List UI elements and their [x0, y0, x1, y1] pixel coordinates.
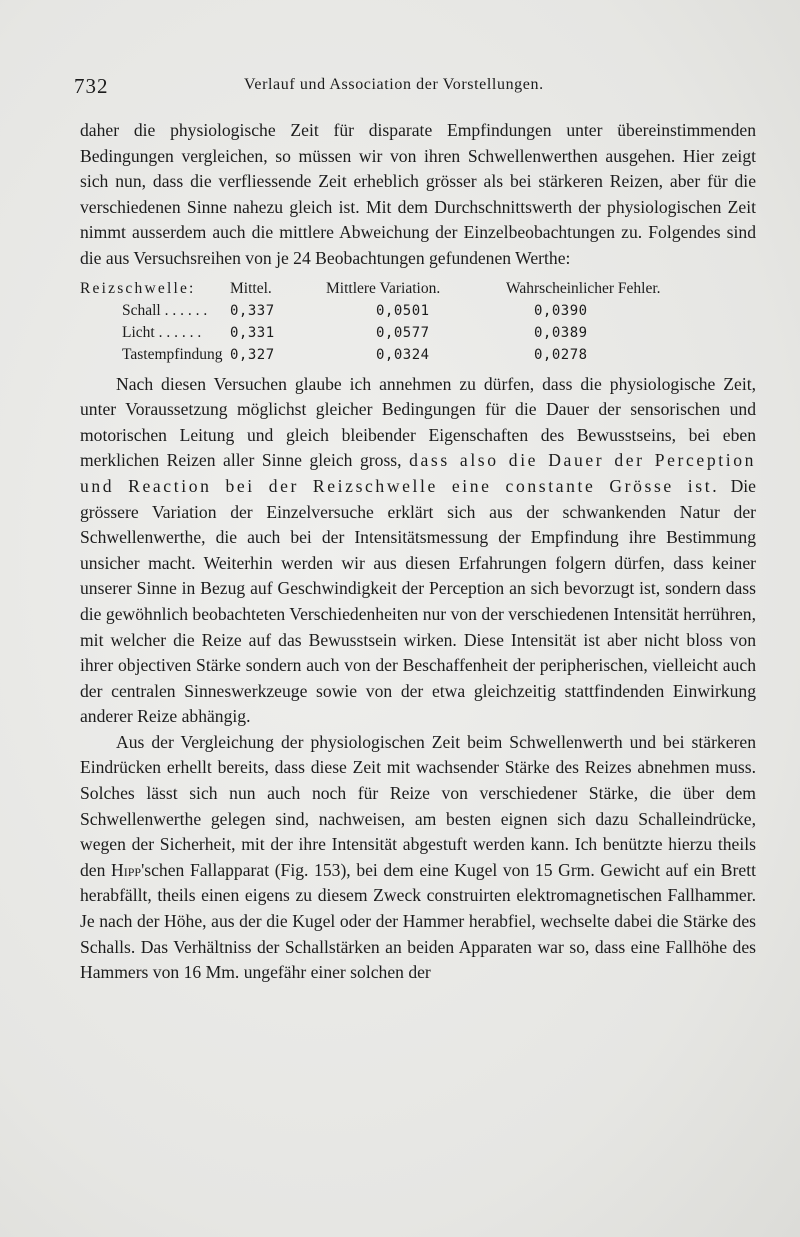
table-header-fehler: Wahrscheinlicher Fehler.	[506, 279, 661, 297]
row-fehler: 0,0390	[534, 302, 588, 319]
row-variation: 0,0577	[376, 324, 430, 341]
page-number: 732	[74, 74, 109, 98]
author-name: Hipp	[111, 859, 142, 880]
paragraph-2-text-a: Nach diesen Versuchen glaube ich annehmen zu dürfen, dass die physiologische Zeit, unter Voraussetzung möglichst gleicher Bedingungen für die Dauer der sensorischen und motorischen Leitung und gleich bleibender Eigenschaften des Bewusstseins, bei eben merklichen Reizen aller Sinne gleich gross,	[80, 373, 756, 471]
emphasis-text: dass also die Dauer der Perception und Reaction bei der Reizschwelle eine constante Grösse ist.	[80, 450, 756, 496]
page-header	[74, 74, 756, 102]
paragraph-3-text-b: 'schen Fallapparat (Fig. 153), bei dem eine Kugel von 15 Grm. Gewicht auf ein Brett herabfällt, theils einen eigens zu diesem Zweck construirten elektromagnetischen Fallhammer. Je nach der Höhe, aus der die Kugel oder der Hammer herabfiel, wechselte dabei die Stärke des Schalls. Das Verhältniss der Schallstärken an beiden Apparaten war so, dass eine Fallhöhe des Hammers von 16 Mm. ungefähr einer solchen der	[80, 859, 756, 983]
paragraph-3-text-a: Aus der Vergleichung der physiologischen Zeit beim Schwellenwerth und bei stärkeren Eindrücken erhellt bereits, dass diese Zeit mit wachsender Stärke des Reizes abnehmen muss. Solches lässt sich nun auch noch für Reize von verschiedener Stärke, die über dem Schwellenwerthe gelegen sind, nachweisen, am besten eignen sich dazu Schalleindrücke, wegen der Sicherheit, mit der ihre Intensität abgestuft werden kann. Ich benützte hierzu theils den	[80, 731, 756, 880]
table-row	[80, 300, 661, 322]
row-label: Schall . . . . . .	[122, 301, 208, 319]
row-variation: 0,0501	[376, 302, 430, 319]
row-mittel: 0,331	[230, 324, 275, 341]
body-text	[80, 118, 756, 986]
paragraph-1: daher die physiologische Zeit für disparate Empfindungen unter übereinstimmenden Bedingungen vergleichen, so müssen wir von ihren Schwellenwerthen ausgehen. Hier zeigt sich nun, dass die verfliessende Zeit erheblich grösser als bei stärkeren Reizen, aber für die verschiedenen Sinne nahezu gleich ist. Mit dem Durchschnittswerth der physiologischen Zeit nimmt ausserdem auch die mittlere Abweichung der Einzelbeobachtungen zu. Folgendes sind die aus Versuchsreihen von je 24 Beobachtungen gefundenen Werthe:	[80, 120, 756, 268]
row-fehler: 0,0278	[534, 346, 588, 363]
table-header-mittel: Mittel.	[230, 279, 272, 297]
paragraph-3	[80, 730, 756, 986]
paragraph-2	[80, 372, 756, 730]
row-label: Tastempfindung	[122, 345, 223, 363]
row-label: Licht . . . . . .	[122, 323, 202, 341]
running-head: Verlauf und Association der Vorstellungen.	[244, 76, 544, 93]
table-row	[80, 344, 661, 366]
row-mittel: 0,337	[230, 302, 275, 319]
row-variation: 0,0324	[376, 346, 430, 363]
reizschwelle-table	[80, 278, 661, 366]
table-row	[80, 322, 661, 344]
table-header-row	[80, 278, 661, 300]
row-mittel: 0,327	[230, 346, 275, 363]
table-header-reizschwelle: Reizschwelle:	[80, 279, 196, 297]
table-header-variation: Mittlere Variation.	[326, 279, 441, 297]
paragraph-2-text-b: Die grössere Variation der Einzelversuche erklärt sich aus der schwankenden Natur der Schwellenwerthe, die auch bei der Intensitätsmessung der Empfindung ihre Bestimmung unsicher macht. Weiterhin werden wir aus diesen Erfahrungen folgern dürfen, dass keiner unserer Sinne in Bezug auf Geschwindigkeit der Perception an sich bevorzugt ist, sondern dass die gewöhnlich beobachteten Verschiedenheiten nur von der verschiedenen Intensität herrühren, mit welcher die Reize auf das Bewusstsein wirken. Diese Intensität ist aber nicht bloss von ihrer objectiven Stärke sondern auch von der Beschaffenheit der peripherischen, vielleicht auch der centralen Sinneswerkzeuge sowie von der etwa gleichzeitig stattfindenden Einwirkung anderer Reize abhängig.	[80, 475, 756, 727]
row-fehler: 0,0389	[534, 324, 588, 341]
